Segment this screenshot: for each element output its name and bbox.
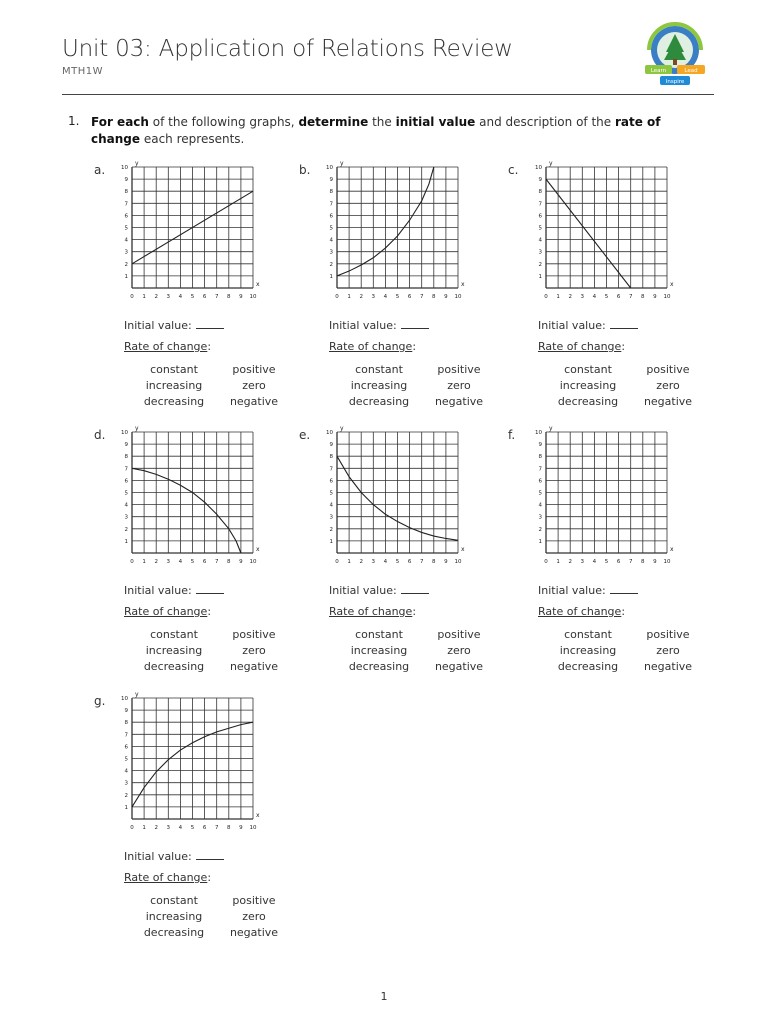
choice-option[interactable]: increasing — [350, 379, 408, 392]
y-tick-label: 2 — [124, 261, 128, 268]
y-tick-label: 9 — [124, 708, 128, 715]
choice-option[interactable]: positive — [646, 628, 690, 641]
y-tick-label: 2 — [329, 526, 333, 533]
choice-option[interactable]: decreasing — [143, 926, 205, 939]
x-tick-label: 5 — [604, 559, 609, 565]
choice-option[interactable]: negative — [229, 926, 279, 939]
x-tick-label: 0 — [335, 559, 339, 565]
problem-letter: e. — [299, 428, 311, 442]
x-tick-label: 3 — [580, 294, 585, 300]
x-tick-label: 8 — [432, 559, 436, 565]
x-tick-label: 4 — [178, 559, 183, 565]
choice-option[interactable]: increasing — [559, 379, 617, 392]
rate-colon: : — [207, 340, 212, 353]
course-code: MTH1W — [62, 66, 104, 77]
x-tick-label: 8 — [227, 294, 231, 300]
question-number: 1. — [68, 114, 80, 128]
x-tick-label: 2 — [568, 559, 572, 565]
y-tick-label: 2 — [124, 792, 128, 799]
choice-option[interactable]: zero — [656, 379, 680, 392]
y-tick-label: 5 — [329, 225, 333, 232]
choice-option[interactable]: decreasing — [348, 395, 410, 408]
graph-line — [132, 468, 241, 553]
y-tick-label: 7 — [124, 201, 128, 208]
y-tick-label: 9 — [538, 442, 542, 449]
initial-value-label: Initial value: — [124, 319, 192, 332]
coordinate-grid — [323, 424, 469, 572]
y-tick-label: 3 — [538, 514, 542, 521]
x-tick-label: 3 — [166, 294, 171, 300]
choice-option[interactable]: negative — [434, 660, 484, 673]
y-tick-label: 4 — [124, 768, 128, 775]
y-tick-label: 7 — [124, 732, 128, 739]
choice-list — [335, 362, 495, 410]
coordinate-grid — [118, 159, 264, 307]
initial-value-prompt — [124, 584, 224, 597]
x-tick-label: 2 — [154, 825, 158, 831]
choice-option[interactable]: decreasing — [557, 660, 619, 673]
y-tick-label: 5 — [124, 225, 128, 232]
rate-of-change-prompt — [124, 871, 211, 884]
choice-option[interactable]: constant — [564, 628, 612, 641]
rate-of-change-label: Rate of change — [124, 871, 208, 884]
y-tick-label: 3 — [124, 780, 128, 787]
y-tick-label: 7 — [538, 466, 542, 473]
choice-option[interactable]: zero — [447, 379, 471, 392]
y-tick-label: 6 — [538, 213, 542, 220]
y-tick-label: 6 — [538, 478, 542, 485]
initial-value-prompt — [538, 319, 638, 332]
choice-option[interactable]: decreasing — [557, 395, 619, 408]
y-axis-label: y — [340, 425, 344, 432]
initial-value-prompt — [329, 319, 429, 332]
x-tick-label: 7 — [628, 294, 633, 300]
y-tick-label: 1 — [124, 538, 128, 545]
choice-option[interactable]: increasing — [145, 379, 203, 392]
x-tick-label: 0 — [544, 559, 548, 565]
y-tick-label: 8 — [124, 189, 128, 196]
y-tick-label: 10 — [535, 165, 542, 171]
x-tick-label: 8 — [227, 559, 231, 565]
x-axis-label: x — [670, 546, 674, 553]
y-tick-label: 1 — [329, 538, 333, 545]
y-tick-label: 5 — [538, 490, 542, 497]
y-axis-label: y — [135, 160, 139, 167]
x-tick-label: 6 — [202, 294, 207, 300]
choice-option[interactable]: constant — [150, 363, 198, 376]
choice-list — [544, 362, 704, 410]
choice-option[interactable]: positive — [437, 628, 481, 641]
x-tick-label: 2 — [154, 559, 158, 565]
choice-option[interactable]: constant — [150, 628, 198, 641]
y-tick-label: 1 — [538, 273, 542, 280]
x-tick-label: 10 — [454, 559, 462, 565]
problem-letter: b. — [299, 163, 311, 177]
y-tick-label: 3 — [124, 249, 128, 256]
choice-option[interactable]: negative — [643, 395, 693, 408]
problem-e — [299, 425, 499, 688]
rate-of-change-prompt — [329, 605, 416, 618]
choice-option[interactable]: decreasing — [143, 395, 205, 408]
x-tick-label: 0 — [130, 825, 134, 831]
rate-of-change-label: Rate of change — [538, 340, 622, 353]
y-tick-label: 5 — [124, 756, 128, 763]
choice-option[interactable]: positive — [232, 894, 276, 907]
y-tick-label: 6 — [329, 478, 333, 485]
problem-letter: c. — [508, 163, 519, 177]
x-tick-label: 6 — [202, 559, 207, 565]
x-tick-label: 1 — [347, 559, 351, 565]
initial-value-label: Initial value: — [329, 319, 397, 332]
x-tick-label: 5 — [190, 559, 195, 565]
y-tick-label: 8 — [329, 454, 333, 461]
y-tick-label: 10 — [326, 165, 333, 171]
y-tick-label: 4 — [329, 237, 333, 244]
y-tick-label: 6 — [329, 213, 333, 220]
x-tick-label: 5 — [395, 559, 400, 565]
problem-g — [94, 691, 294, 954]
initial-value-label: Initial value: — [329, 584, 397, 597]
x-tick-label: 5 — [395, 294, 400, 300]
y-axis-label: y — [549, 160, 553, 167]
rate-colon: : — [207, 871, 212, 884]
rate-of-change-prompt — [124, 340, 211, 353]
x-tick-label: 9 — [444, 559, 448, 565]
x-tick-label: 2 — [154, 294, 158, 300]
problem-letter: g. — [94, 694, 106, 708]
y-tick-label: 3 — [329, 514, 333, 521]
choice-option[interactable]: increasing — [559, 644, 617, 657]
x-tick-label: 4 — [592, 559, 597, 565]
choice-option[interactable]: decreasing — [143, 660, 205, 673]
choice-option[interactable]: zero — [447, 644, 471, 657]
x-tick-label: 0 — [335, 294, 339, 300]
x-tick-label: 3 — [371, 559, 376, 565]
x-tick-label: 6 — [616, 559, 621, 565]
y-tick-label: 8 — [538, 189, 542, 196]
choice-option[interactable]: negative — [229, 660, 279, 673]
problem-a — [94, 160, 294, 423]
answer-blank[interactable] — [196, 850, 224, 860]
y-tick-label: 8 — [329, 189, 333, 196]
y-tick-label: 3 — [329, 249, 333, 256]
y-tick-label: 1 — [124, 804, 128, 811]
choice-option[interactable]: negative — [643, 660, 693, 673]
rate-of-change-label: Rate of change — [329, 605, 413, 618]
choice-option[interactable]: constant — [355, 363, 403, 376]
x-tick-label: 0 — [544, 294, 548, 300]
x-tick-label: 3 — [166, 825, 171, 831]
initial-value-label: Initial value: — [124, 584, 192, 597]
y-tick-label: 10 — [326, 430, 333, 436]
answer-blank[interactable] — [610, 584, 638, 594]
y-tick-label: 10 — [535, 430, 542, 436]
y-tick-label: 4 — [124, 502, 128, 509]
rate-of-change-label: Rate of change — [329, 340, 413, 353]
choice-option[interactable]: zero — [242, 644, 266, 657]
x-tick-label: 10 — [249, 559, 257, 565]
x-tick-label: 7 — [214, 559, 219, 565]
y-tick-label: 10 — [121, 165, 128, 171]
y-tick-label: 4 — [329, 502, 333, 509]
x-axis-label: x — [461, 546, 465, 553]
x-tick-label: 9 — [444, 294, 448, 300]
y-tick-label: 8 — [538, 454, 542, 461]
choice-option[interactable]: zero — [656, 644, 680, 657]
choice-option[interactable]: decreasing — [348, 660, 410, 673]
page-number: 1 — [380, 990, 388, 1003]
x-tick-label: 8 — [641, 294, 645, 300]
y-tick-label: 9 — [329, 177, 333, 184]
rate-colon: : — [412, 605, 417, 618]
y-tick-label: 2 — [538, 261, 542, 268]
initial-value-prompt — [329, 584, 429, 597]
x-tick-label: 2 — [359, 294, 363, 300]
y-tick-label: 10 — [121, 696, 128, 702]
choice-option[interactable]: positive — [646, 363, 690, 376]
problem-b — [299, 160, 499, 423]
x-tick-label: 0 — [130, 559, 134, 565]
x-tick-label: 10 — [454, 294, 462, 300]
choice-option[interactable]: increasing — [350, 644, 408, 657]
y-tick-label: 2 — [329, 261, 333, 268]
q-part: For each — [91, 115, 149, 129]
initial-value-label: Initial value: — [124, 850, 192, 863]
q-part: rate of change — [91, 115, 661, 146]
choice-option[interactable]: constant — [150, 894, 198, 907]
problem-letter: f. — [508, 428, 516, 442]
x-tick-label: 7 — [214, 294, 219, 300]
x-axis-label: x — [256, 812, 260, 819]
choice-option[interactable]: constant — [564, 363, 612, 376]
y-tick-label: 10 — [121, 430, 128, 436]
initial-value-prompt — [124, 850, 224, 863]
initial-value-label: Initial value: — [538, 584, 606, 597]
choice-option[interactable]: zero — [242, 910, 266, 923]
y-tick-label: 5 — [538, 225, 542, 232]
x-tick-label: 3 — [166, 559, 171, 565]
y-axis-label: y — [549, 425, 553, 432]
choice-list — [544, 627, 704, 675]
x-tick-label: 9 — [239, 825, 243, 831]
rate-of-change-label: Rate of change — [124, 605, 208, 618]
x-tick-label: 7 — [419, 294, 424, 300]
choice-option[interactable]: increasing — [145, 910, 203, 923]
choice-list — [130, 627, 290, 675]
x-tick-label: 9 — [653, 559, 657, 565]
y-tick-label: 9 — [124, 177, 128, 184]
x-tick-label: 10 — [249, 825, 257, 831]
x-tick-label: 4 — [178, 825, 183, 831]
x-tick-label: 1 — [347, 294, 351, 300]
x-tick-label: 4 — [383, 559, 388, 565]
x-axis-label: x — [256, 546, 260, 553]
y-tick-label: 5 — [124, 490, 128, 497]
x-tick-label: 6 — [202, 825, 207, 831]
graph-line — [546, 179, 631, 288]
answer-blank[interactable] — [401, 319, 429, 329]
answer-blank[interactable] — [610, 319, 638, 329]
rate-colon: : — [412, 340, 417, 353]
x-tick-label: 10 — [663, 559, 671, 565]
problem-d — [94, 425, 294, 688]
y-tick-label: 2 — [124, 526, 128, 533]
x-tick-label: 6 — [616, 294, 621, 300]
y-tick-label: 4 — [124, 237, 128, 244]
logo-word-learn: Learn — [650, 68, 667, 74]
x-tick-label: 6 — [407, 294, 412, 300]
y-tick-label: 1 — [329, 273, 333, 280]
choice-option[interactable]: constant — [355, 628, 403, 641]
choice-option[interactable]: positive — [232, 363, 276, 376]
y-tick-label: 9 — [124, 442, 128, 449]
x-tick-label: 9 — [239, 559, 243, 565]
rate-colon: : — [621, 340, 626, 353]
x-tick-label: 1 — [142, 825, 146, 831]
y-tick-label: 3 — [538, 249, 542, 256]
coordinate-grid — [118, 690, 264, 838]
question-text — [91, 114, 711, 148]
x-tick-label: 7 — [419, 559, 424, 565]
y-axis-label: y — [340, 160, 344, 167]
y-axis-label: y — [135, 425, 139, 432]
answer-blank[interactable] — [196, 319, 224, 329]
coordinate-grid — [118, 424, 264, 572]
rate-of-change-label: Rate of change — [538, 605, 622, 618]
coordinate-grid — [532, 424, 678, 572]
x-axis-label: x — [461, 281, 465, 288]
y-tick-label: 7 — [538, 201, 542, 208]
x-tick-label: 2 — [359, 559, 363, 565]
answer-blank[interactable] — [401, 584, 429, 594]
choice-option[interactable]: increasing — [145, 644, 203, 657]
choice-list — [130, 362, 290, 410]
q-part: the — [368, 115, 396, 129]
x-axis-label: x — [670, 281, 674, 288]
x-tick-label: 10 — [663, 294, 671, 300]
x-tick-label: 9 — [653, 294, 657, 300]
rate-colon: : — [621, 605, 626, 618]
coordinate-grid — [532, 159, 678, 307]
x-tick-label: 0 — [130, 294, 134, 300]
choice-list — [335, 627, 495, 675]
problem-c — [508, 160, 708, 423]
x-tick-label: 2 — [568, 294, 572, 300]
rate-of-change-prompt — [124, 605, 211, 618]
choice-option[interactable]: negative — [229, 395, 279, 408]
rate-of-change-prompt — [329, 340, 416, 353]
rate-of-change-prompt — [538, 605, 625, 618]
x-tick-label: 1 — [556, 294, 560, 300]
x-tick-label: 8 — [641, 559, 645, 565]
x-tick-label: 5 — [190, 294, 195, 300]
q-part: of the following graphs, — [148, 115, 299, 129]
y-tick-label: 3 — [124, 514, 128, 521]
header-rule — [62, 94, 714, 95]
y-tick-label: 7 — [329, 466, 333, 473]
choice-option[interactable]: zero — [242, 379, 266, 392]
y-tick-label: 2 — [538, 526, 542, 533]
y-tick-label: 9 — [329, 442, 333, 449]
x-tick-label: 4 — [178, 294, 183, 300]
rate-of-change-label: Rate of change — [124, 340, 208, 353]
q-part: determine — [298, 115, 369, 129]
x-axis-label: x — [256, 281, 260, 288]
y-tick-label: 1 — [124, 273, 128, 280]
page-title: Unit 03: Application of Relations Review — [62, 36, 513, 62]
y-tick-label: 8 — [124, 720, 128, 727]
y-tick-label: 6 — [124, 744, 128, 751]
x-tick-label: 7 — [628, 559, 633, 565]
x-tick-label: 10 — [249, 294, 257, 300]
choice-option[interactable]: negative — [434, 395, 484, 408]
y-tick-label: 1 — [538, 538, 542, 545]
y-tick-label: 6 — [124, 478, 128, 485]
school-logo — [642, 22, 708, 88]
initial-value-prompt — [124, 319, 224, 332]
y-tick-label: 7 — [124, 466, 128, 473]
x-tick-label: 4 — [592, 294, 597, 300]
coordinate-grid — [323, 159, 469, 307]
x-tick-label: 8 — [432, 294, 436, 300]
answer-blank[interactable] — [196, 584, 224, 594]
problem-f — [508, 425, 708, 688]
rate-of-change-prompt — [538, 340, 625, 353]
x-tick-label: 3 — [580, 559, 585, 565]
initial-value-prompt — [538, 584, 638, 597]
initial-value-label: Initial value: — [538, 319, 606, 332]
x-tick-label: 6 — [407, 559, 412, 565]
choice-option[interactable]: positive — [232, 628, 276, 641]
y-tick-label: 8 — [124, 454, 128, 461]
y-axis-label: y — [135, 691, 139, 698]
y-tick-label: 5 — [329, 490, 333, 497]
x-tick-label: 1 — [142, 294, 146, 300]
y-tick-label: 4 — [538, 237, 542, 244]
x-tick-label: 5 — [604, 294, 609, 300]
choice-list — [130, 893, 290, 941]
rate-colon: : — [207, 605, 212, 618]
x-tick-label: 1 — [142, 559, 146, 565]
y-tick-label: 6 — [124, 213, 128, 220]
problem-letter: d. — [94, 428, 106, 442]
problem-letter: a. — [94, 163, 106, 177]
x-tick-label: 4 — [383, 294, 388, 300]
x-tick-label: 9 — [239, 294, 243, 300]
q-part: initial value — [395, 115, 476, 129]
q-part: and description of the — [475, 115, 615, 129]
choice-option[interactable]: positive — [437, 363, 481, 376]
x-tick-label: 8 — [227, 825, 231, 831]
x-tick-label: 3 — [371, 294, 376, 300]
x-tick-label: 1 — [556, 559, 560, 565]
logo-word-inspire: Inspire — [665, 79, 685, 85]
q-part: each represents. — [140, 132, 245, 146]
y-tick-label: 9 — [538, 177, 542, 184]
y-tick-label: 4 — [538, 502, 542, 509]
x-tick-label: 7 — [214, 825, 219, 831]
y-tick-label: 7 — [329, 201, 333, 208]
logo-word-lead: Lead — [684, 68, 698, 74]
x-tick-label: 5 — [190, 825, 195, 831]
